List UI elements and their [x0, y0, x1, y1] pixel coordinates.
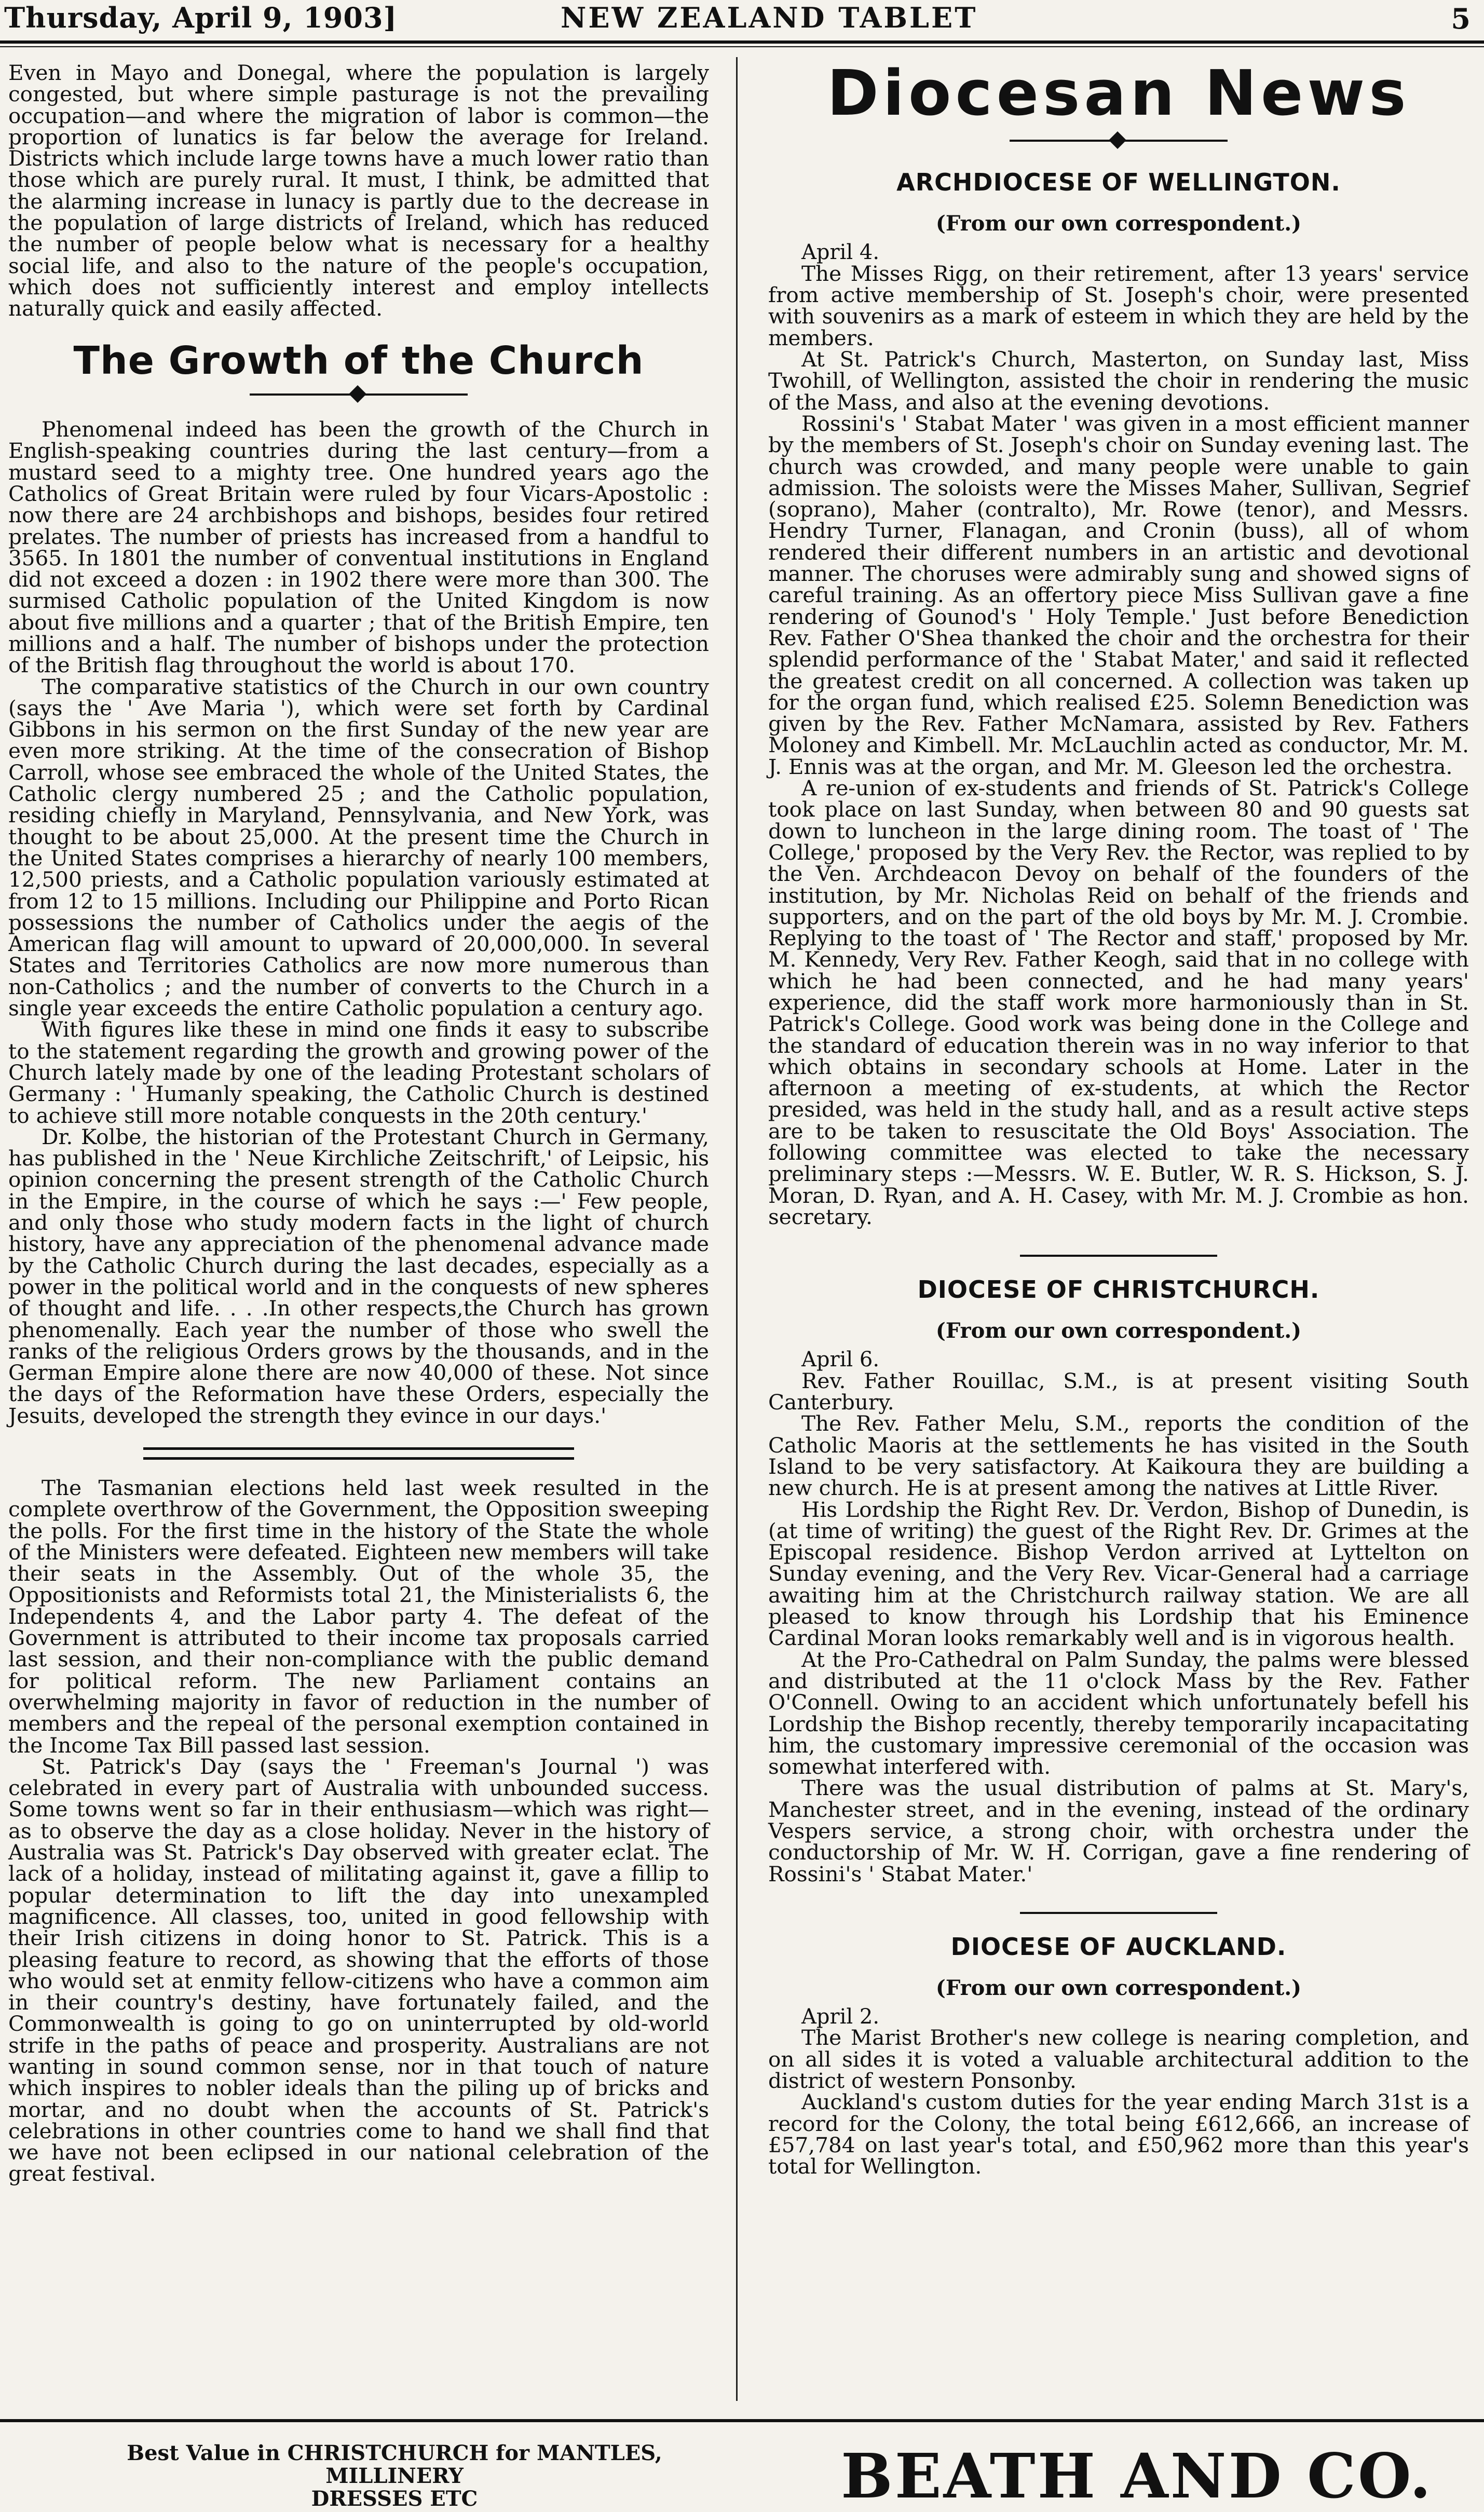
beath-and-co-advertisement: BEATH AND CO. [841, 2440, 1433, 2512]
section-separator [143, 1447, 574, 1460]
dateline: April 6. [801, 1347, 880, 1372]
auckland-heading: DIOCESE OF AUCKLAND. [950, 1932, 1287, 1961]
advertisement-footer [0, 2419, 1484, 2512]
christchurch-paragraph: There was the usual distribution of palms at St. Mary's, Manchester street, and in the evening, instead of the ordinary Vespers service, a strong choir, with orchestra under the conductorship of Mr. W. H. Corrigan, gave a fine rendering of Rossini's ' Stabat Mater.' [768, 1775, 1469, 1886]
masthead: NEW ZEALAND TABLET [561, 1, 978, 34]
diocesan-news-title: Diocesan News [827, 58, 1410, 130]
wellington-paragraph: At St. Patrick's Church, Masterton, on Sunday last, Miss Twohill, of Wellington, assisted the choir in rendering the music of the Mass, and also at the evening devotions. [768, 347, 1469, 415]
christchurch-paragraph: Rev. Father Rouillac, S.M., is at present visiting South Canterbury. [768, 1368, 1469, 1415]
auckland-paragraph: Auckland's custom duties for the year ending March 31st is a record for the Colony, the total being £612,666, an increase of £57,784 on last year's total, and £50,962 more than this year's total for Wellington. [768, 2089, 1469, 2179]
dateline: April 2. [801, 2004, 880, 2029]
footer-rule [0, 2419, 1484, 2422]
left-column [8, 62, 709, 2185]
wellington-paragraph: A re-union of ex-students and friends of St. Patrick's College took place on last Sunday, when between 80 and 90 guests sat down to luncheon in the large dining room. The toast of ' The College,' proposed by the Very Rev. the Rector, was replied to by the Ven. Archdeacon Devoy on behalf of the founders of the institution, by Mr. Nicholas Reid on behalf of the friends and supporters, and on the part of the old boys by Mr. M. J. Crombie. Replying to the toast of ' The Rector and staff,' proposed by Mr. M. Kennedy, Very Rev. Father Keogh, said that in no college with which he had been connected, and he had many years' experience, did the staff work more harmoniously than in St. Patrick's College. Good work was being done in the College and the standard of education therein was in no way inferior to that which obtains in secondary schools at Home. Later in the afternoon a meeting of ex-students, at which the Rector presided, was held in the study hall, and as a result active steps are to be taken to resuscitate the Old Boys' Association. The following committee was elected to take the necessary preliminary steps :—Messrs. W. E. Butler, W. R. S. Hickson, S. J. Moran, D. Ryan, and A. H. Casey, with Mr. M. J. Crombie as hon. secretary. [768, 776, 1469, 1229]
growth-title: The Growth of the Church [73, 338, 644, 383]
christchurch-paragraph: The Rev. Father Melu, S.M., reports the condition of the Catholic Maoris at the settlements he has visited in the South Island to be very satisfactory. At Kaikoura they are building a new church. He is at present among the natives at Little River. [768, 1411, 1469, 1501]
growth-paragraph: Dr. Kolbe, the historian of the Protestant Church in Germany, has published in the ' Neue Kirchliche Zeitschrift,' of Leipsic, his opinion concerning the present strength of the Catholic Church in the Empire, in the course of which he says :—' Few people, and only those who study modern facts in the light of church history, have any appreciation of the phenomenal advance made by the Catholic Church during the last decades, especially as a power in the political world and in the conquests of new spheres of thought and life. . . .In other respects,the Church has grown phenomenally. Each year the number of those who swell the ranks of the religious Orders grows by the thousands, and in the German Empire alone there are now 40,000 of these. Not since the days of the Reformation have these Orders, especially the Jesuits, developed the strength they evince in our days.' [8, 1124, 709, 1428]
christchurch-paragraph: At the Pro-Cathedral on Palm Sunday, the palms were blessed and distributed at the 11 o'clock Mass by the Rev. Father O'Connell. Owing to an accident which unfortunately befell his Lordship the Bishop recently, thereby temporarily incapacitating him, the customary impressive ceremonial of the occasion was somewhat interfered with. [768, 1647, 1469, 1780]
growth-paragraph: The comparative statistics of the Church in our own country (says the ' Ave Maria '), which were set forth by Cardinal Gibbons in his sermon on the first Sunday of the new year are even more striking. At the time of the consecration of Bishop Carroll, whose see embraced the whole of the United States, the Catholic clergy numbered 25 ; and the Catholic population, residing chiefly in Maryland, Pennsylvania, and New York, was thought to be about 25,000. At the present time the Church in the United States comprises a hierarchy of nearly 100 members, 12,500 priests, and a Catholic population variously estimated at from 12 to 15 millions. Including our Philippine and Porto Rican possessions the number of Catholics under the aegis of the American flag will amount to upward of 20,000,000. In several States and Territories Catholics are now more numerous than non-Catholics ; and the number of converts to the Church in a single year exceeds the entire Catholic population a century ago. [8, 674, 709, 1021]
christchurch-paragraph: His Lordship the Right Rev. Dr. Verdon, Bishop of Dunedin, is (at time of writing) the guest of the Right Rev. Dr. Grimes at the Episcopal residence. Bishop Verdon arrived at Lyttelton on Sunday evening, and the Very Rev. Vicar-General had a carriage awaiting him at the Christchurch railway station. We are all pleased to know through his Lordship that his Eminence Cardinal Moran looks remarkably well and is in vigorous health. [768, 1497, 1469, 1651]
auckland-paragraph: The Marist Brother's new college is nearing completion, and on all sides it is voted a valuable architectural addition to the district of western Ponsonby. [768, 2025, 1469, 2093]
column-divider [736, 57, 738, 2401]
issue-date: Thursday, April 9, 1903] [4, 1, 398, 34]
title-ornament [1010, 131, 1228, 150]
correspondent-line: (From our own correspondent.) [935, 1975, 1302, 2000]
correspondent-line: (From our own correspondent.) [935, 211, 1302, 236]
page-header [0, 0, 1484, 52]
lunacy-paragraph: Even in Mayo and Donegal, where the population is largely congested, but where simple pasturage is not the prevailing occupation—and where the migration of labor is common—the proportion of lunatics is far below the average for Ireland. Districts which include large towns have a much lower ratio than those which are purely rural. It must, I think, be admitted that the alarming increase in lunacy is partly due to the decrease in the population of large districts of Ireland, which has reduced the number of people below what is necessary for a healthy social life, and also to the nature of the people's occupation, which does not sufficiently interest and employ intellects naturally quick and easily affected. [8, 60, 709, 321]
st-patrick-paragraph: St. Patrick's Day (says the ' Freeman's Journal ') was celebrated in every part of Australia with unbounded success. Some towns went so far in their enthusiasm—which was right—as to observe the day as a close holiday. Never in the history of Australia was St. Patrick's Day observed with greater eclat. The lack of a holiday, instead of militating against it, gave a fillip to popular determination to lift the day into unexampled magnificence. All classes, too, united in good fellowship with their Irish citizens in doing honor to St. Patrick. This is a pleasing feature to record, as showing that the efforts of those who would set at enmity fellow-citizens who have a common aim in their country's destiny, have fortunately failed, and the Commonwealth is going to go on uninterrupted by old-world strife in the paths of peace and prosperity. Australians are not wanting in sound common sense, nor in that touch of nature which inspires to nobler ideals than the piling up of bricks and mortar, and no doubt when the accounts of St. Patrick's celebrations in other countries come to hand we shall find that we have not been eclipsed in our national celebration of the great festival. [8, 1754, 709, 2187]
title-ornament [250, 385, 468, 403]
christchurch-heading: DIOCESE OF CHRISTCHURCH. [917, 1275, 1320, 1304]
section-rule [1020, 1255, 1217, 1257]
growth-paragraph: With figures like these in mind one finds it easy to subscribe to the statement regarding the growth and growing power of the Church lately made by one of the leading Protestant scholars of Germany : ' Humanly speaking, the Catholic Church is destined to achieve still more notable conquests in the 20th century.' [8, 1017, 709, 1128]
ad-line: Best Value in CHRISTCHURCH for MANTLES, MILLINERY [127, 2441, 662, 2488]
christchurch-advertisement [109, 2442, 680, 2510]
dateline: April 4. [801, 240, 880, 265]
tasmanian-paragraph: The Tasmanian elections held last week resulted in the complete overthrow of the Government, the Opposition sweeping the polls. For the first time in the history of the State the whole of the Ministers were defeated. Eighteen new members will take their seats in the Assembly. Out of the whole 35, the Oppositionists and Reformists total 21, the Ministerialists 6, the Independents 4, and the Labor party 4. The defeat of the Government is attributed to their income tax proposals carried last session, and their non-compliance with the public demand for political reform. The new Parliament contains an overwhelming majority in favor of reduction in the number of members and the repeal of the personal exemption contained in the Income Tax Bill passed last session. [8, 1475, 709, 1758]
header-rule [0, 40, 1484, 47]
ad-line: DRESSES ETC [311, 2487, 478, 2511]
wellington-paragraph: Rossini's ' Stabat Mater ' was given in a most efficient manner by the members of St. Joseph's choir on Sunday evening last. The church was crowded, and many people were unable to gain admission. The soloists were the Misses Maher, Sullivan, Segrief (soprano), Maher (contralto), Mr. Rowe (tenor), and Messrs. Hendry Turner, Flanagan, and Cronin (buss), all of whom rendered their different numbers in an artistic and devotional manner. The choruses were admirably sung and showed signs of careful training. As an offertory piece Miss Sullivan gave a fine rendering of Gounod's ' Holy Temple.' Just before Benediction Rev. Father O'Shea thanked the choir and the orchestra for their splendid performance of the ' Stabat Mater,' and said it reflected the greatest credit on all concerned. A collection was taken up for the organ fund, which realised £25. Solemn Benediction was given by the Rev. Father McNamara, assisted by Rev. Fathers Moloney and Kimbell. Mr. McLauchlin acted as conductor, Mr. M. J. Ennis was at the organ, and Mr. M. Gleeson led the orchestra. [768, 411, 1469, 779]
page-number: 5 [1451, 2, 1471, 35]
wellington-paragraph: The Misses Rigg, on their retirement, after 13 years' service from active membership of St. Joseph's choir, were presented with souvenirs as a mark of esteem in which they are held by the members. [768, 261, 1469, 350]
correspondent-line: (From our own correspondent.) [935, 1319, 1302, 1343]
wellington-heading: ARCHDIOCESE OF WELLINGTON. [896, 168, 1341, 197]
growth-paragraph: Phenomenal indeed has been the growth of the Church in English-speaking countries during the last century—from a mustard seed to a mighty tree. One hundred years ago the Catholics of Great Britain were ruled by four Vicars-Apostolic : now there are 24 archbishops and bishops, besides four retired prelates. The number of priests has increased from a handful to 3565. In 1801 the number of conventual institutions in England did not exceed a dozen : in 1902 there were more than 300. The surmised Catholic population of the United Kingdom is now about five millions and a quarter ; that of the British Empire, ten millions and a half. The number of bishops under the protection of the British flag throughout the world is about 170. [8, 417, 709, 678]
section-rule [1020, 1912, 1217, 1914]
right-column [768, 58, 1469, 2179]
